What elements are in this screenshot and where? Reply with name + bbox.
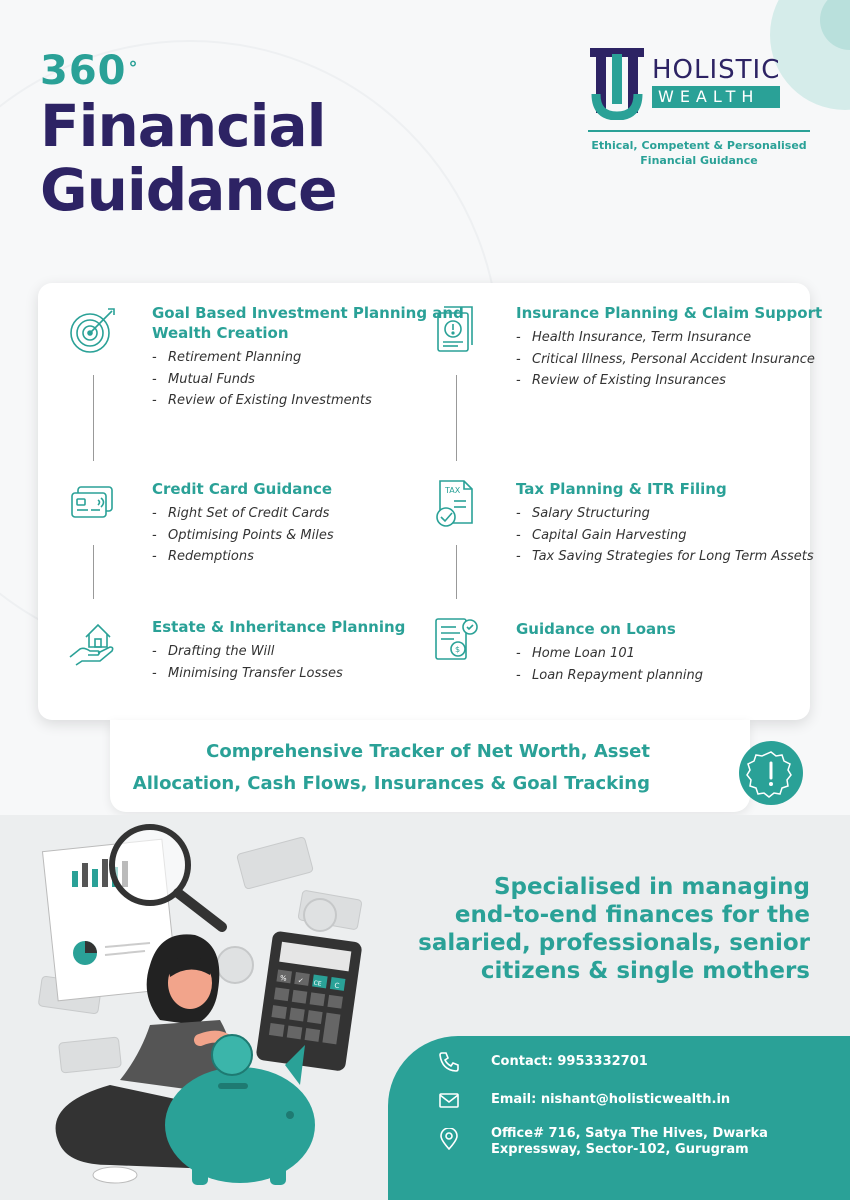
calc-key-percent: %	[279, 973, 288, 983]
services-card	[38, 283, 823, 720]
service-item: - Health Insurance, Term Insurance	[516, 327, 836, 349]
tracker-line-1: Comprehensive Tracker of Net Worth, Asset	[206, 741, 650, 762]
woman-piggy-bank-illustration	[0, 815, 380, 1200]
degree-symbol: °	[128, 58, 139, 79]
service-item: - Home Loan 101	[516, 643, 836, 665]
service-credit-card	[152, 479, 472, 568]
service-item: - Capital Gain Harvesting	[516, 525, 836, 547]
service-item: - Minimising Transfer Losses	[152, 663, 472, 685]
calc-key-c: C	[333, 981, 340, 991]
credit-card-icon	[68, 479, 118, 529]
hero-360	[40, 48, 336, 94]
logo-divider	[588, 130, 810, 132]
connector-line	[93, 545, 94, 599]
tracker-banner	[110, 720, 750, 812]
brand-logo	[588, 44, 810, 168]
service-item: - Loan Repayment planning	[516, 665, 836, 687]
service-item: - Optimising Points & Miles	[152, 525, 472, 547]
logo-tagline	[588, 138, 810, 168]
service-item: - Drafting the Will	[152, 641, 472, 663]
contact-panel	[388, 1036, 850, 1200]
tracker-line-2: Allocation, Cash Flows, Insurances & Goal Tracking	[132, 773, 650, 794]
service-title: Guidance on Loans	[516, 620, 676, 638]
house-in-hand-icon	[68, 619, 118, 669]
service-item: - Right Set of Credit Cards	[152, 503, 472, 525]
phone-icon	[438, 1051, 460, 1073]
service-item: - Salary Structuring	[516, 503, 836, 525]
tax-document-icon	[432, 479, 482, 529]
service-item: - Critical Illness, Personal Accident Insurance	[516, 349, 836, 371]
specialised-line-1: Specialised in managing	[493, 874, 810, 900]
service-title: Credit Card Guidance	[152, 480, 333, 498]
loan-document-icon	[432, 615, 482, 665]
service-insurance	[516, 303, 836, 392]
tagline-line-2: Financial Guidance	[640, 154, 758, 167]
location-pin-icon	[438, 1128, 460, 1150]
email-icon	[438, 1089, 460, 1111]
tax-text: TAX	[445, 486, 461, 495]
specialised-line-3: salaried, professionals, senior	[418, 930, 810, 956]
service-item: - Mutual Funds	[152, 369, 472, 391]
specialisation-statement	[370, 873, 810, 985]
service-item: - Review of Existing Insurances	[516, 370, 836, 392]
calc-key-ce: CE	[313, 979, 322, 988]
service-title: Goal Based Investment Planning and Wealth Creation	[152, 304, 464, 342]
hero-financial: Financial	[40, 92, 326, 160]
insurance-document-icon	[432, 305, 482, 355]
calc-key-check: ✓	[297, 976, 305, 986]
service-estate	[152, 617, 472, 684]
target-icon	[68, 305, 118, 355]
service-item: - Redemptions	[152, 546, 472, 568]
service-title: Estate & Inheritance Planning	[152, 618, 406, 636]
service-tax	[445, 479, 836, 568]
service-loans	[455, 619, 836, 686]
tagline-line-1: Ethical, Competent & Personalised	[591, 139, 807, 152]
service-item: - Retirement Planning	[152, 347, 472, 369]
logo-name-top: HOLISTIC	[652, 55, 781, 85]
dollar-glyph: $	[455, 645, 461, 654]
contact-phone[interactable]: Contact: 9953332701	[491, 1054, 648, 1069]
contact-email[interactable]: Email: nishant@holisticwealth.in	[491, 1092, 731, 1107]
service-title: Insurance Planning & Claim Support	[516, 304, 823, 322]
service-item: - Tax Saving Strategies for Long Term Assets	[516, 546, 836, 568]
logo-name-bottom: WEALTH	[652, 86, 780, 108]
contact-address	[491, 1126, 768, 1158]
holistic-wealth-logo-icon	[588, 44, 646, 120]
hero-title	[40, 48, 336, 222]
specialised-line-4: citizens & single mothers	[480, 958, 810, 984]
connector-line	[93, 375, 94, 461]
alert-badge-icon	[738, 740, 804, 806]
hero-360-number: 360	[40, 48, 127, 94]
address-line-1: Office# 716, Satya The Hives, Dwarka	[491, 1126, 768, 1141]
hero-guidance: Guidance	[40, 156, 337, 224]
address-line-2: Expressway, Sector-102, Gurugram	[491, 1142, 749, 1157]
specialised-line-2: end-to-end finances for the	[454, 902, 810, 928]
service-goal-investment	[152, 303, 472, 412]
service-title: Tax Planning & ITR Filing	[516, 480, 727, 498]
service-item: - Review of Existing Investments	[152, 390, 472, 412]
